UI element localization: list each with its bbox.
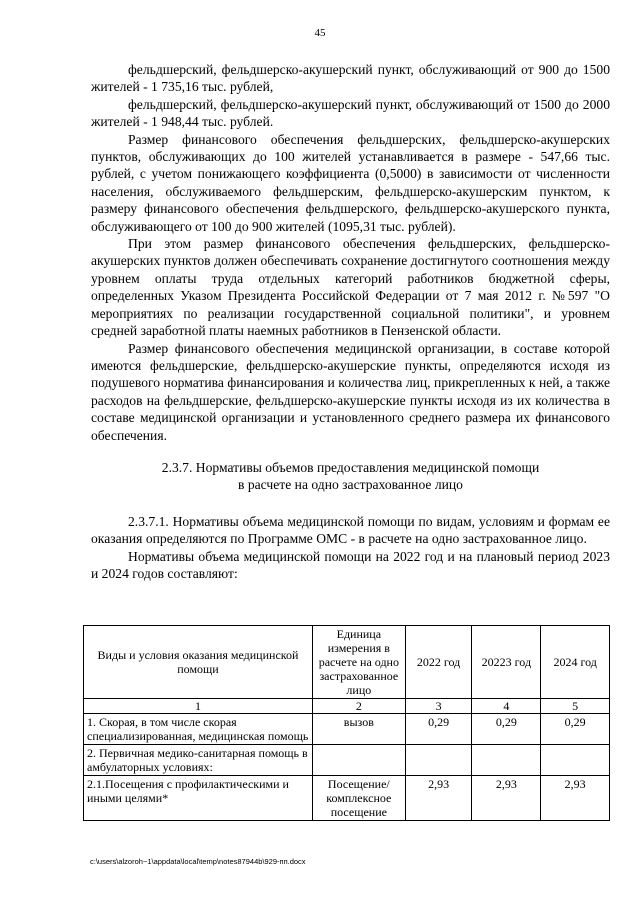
table-row [84,714,610,745]
cell-unit: Посещение/ комплексное посещение [312,776,405,821]
document-body [91,61,610,582]
header-kind: Виды и условия оказания медицинской помощи [84,626,313,699]
cell-2022 [405,745,472,776]
table-header-row [84,626,610,699]
norms-table [83,625,610,821]
paragraph: 2.3.7.1. Нормативы объема медицинской помощи по видам, условиям и формам ее оказания определяются по Программе ОМС - в расчете на одно застрахованное лицо. [91,513,610,547]
cell-2023: 0,29 [472,714,541,745]
column-number: 4 [472,699,541,714]
page-number: 45 [314,27,326,39]
column-number: 3 [405,699,472,714]
header-2024: 2024 год [541,626,610,699]
column-number: 5 [541,699,610,714]
header-unit: Единица измерения в расчете на одно застрахованное лицо [312,626,405,699]
cell-kind: 2.1.Посещения с профилактическими и иными целями* [84,776,313,821]
cell-2024 [541,745,610,776]
cell-2024: 2,93 [541,776,610,821]
paragraph: При этом размер финансового обеспечения фельдшерских, фельдшерско-акушерских пунктов должен обеспечивать сохранение достигнутого соотношения между уровнем оплаты труда отдельных категорий работников бюджетной сферы, определенных Указом Президента Российской Федерации от 7 мая 2012 г. №597 "О мероприятиях по реализации государственной социальной политики", и уровнем средней заработной платы наемных работников в Пензенской области. [91,236,610,339]
header-2022: 2022 год [405,626,472,699]
paragraph: Размер финансового обеспечения медицинской организации, в составе которой имеются фельдшерские, фельдшерско-акушерские пункты, определяются исходя из подушевого норматива финансирования и количества лиц, прикрепленных к ней, а также расходов на фельдшерские, фельдшерско-акушерские пункты исходя из их количества в составе медицинской организации и установленного среднего размера их финансового обеспечения. [91,340,610,443]
section-heading-line: 2.3.7. Нормативы объемов предоставления медицинской помощи [161,459,540,475]
cell-2022: 0,29 [405,714,472,745]
table-row [84,776,610,821]
cell-2023: 2,93 [472,776,541,821]
cell-2022: 2,93 [405,776,472,821]
cell-2023 [472,745,541,776]
cell-kind: 1. Скорая, в том числе скорая специализированная, медицинская помощь [84,714,313,745]
paragraph: Размер финансового обеспечения фельдшерских, фельдшерско-акушерских пунктов, обслуживающих до 100 жителей устанавливается в размере - 547,66 тыс. рублей, с учетом понижающего коэффициента (0,5000) в зависимости от численности населения, обслуживаемого фельдшерским, фельдшерско-акушерским пунктом, к размеру финансового обеспечения фельдшерского, фельдшерско-акушерского пункта, обслуживающего от 100 до 900 жителей (1095,31 тыс. рублей). [91,131,610,234]
column-number: 2 [312,699,405,714]
column-number: 1 [84,699,313,714]
table-row [84,745,610,776]
header-2023: 20223 год [472,626,541,699]
file-path-footer: c:\users\alzoroh~1\appdata\local\temp\notes87944b\929-пп.docx [90,857,306,866]
paragraph: Нормативы объема медицинской помощи на 2022 год и на плановый период 2023 и 2024 годов составляют: [91,548,610,581]
cell-unit: вызов [312,714,405,745]
cell-unit [312,745,405,776]
section-heading-line: в расчете на одно застрахованное лицо [238,477,463,493]
cell-2024: 0,29 [541,714,610,745]
section-heading [91,459,610,494]
column-number-row [84,699,610,714]
cell-kind: 2. Первичная медико-санитарная помощь в амбулаторных условиях: [84,745,313,776]
paragraph: фельдшерский, фельдшерско-акушерский пункт, обслуживающий от 900 до 1500 жителей - 1 735,16 тыс. рублей, [91,62,610,95]
paragraph: фельдшерский, фельдшерско-акушерский пункт, обслуживающий от 1500 до 2000 жителей - 1 948,44 тыс. рублей. [91,96,610,130]
